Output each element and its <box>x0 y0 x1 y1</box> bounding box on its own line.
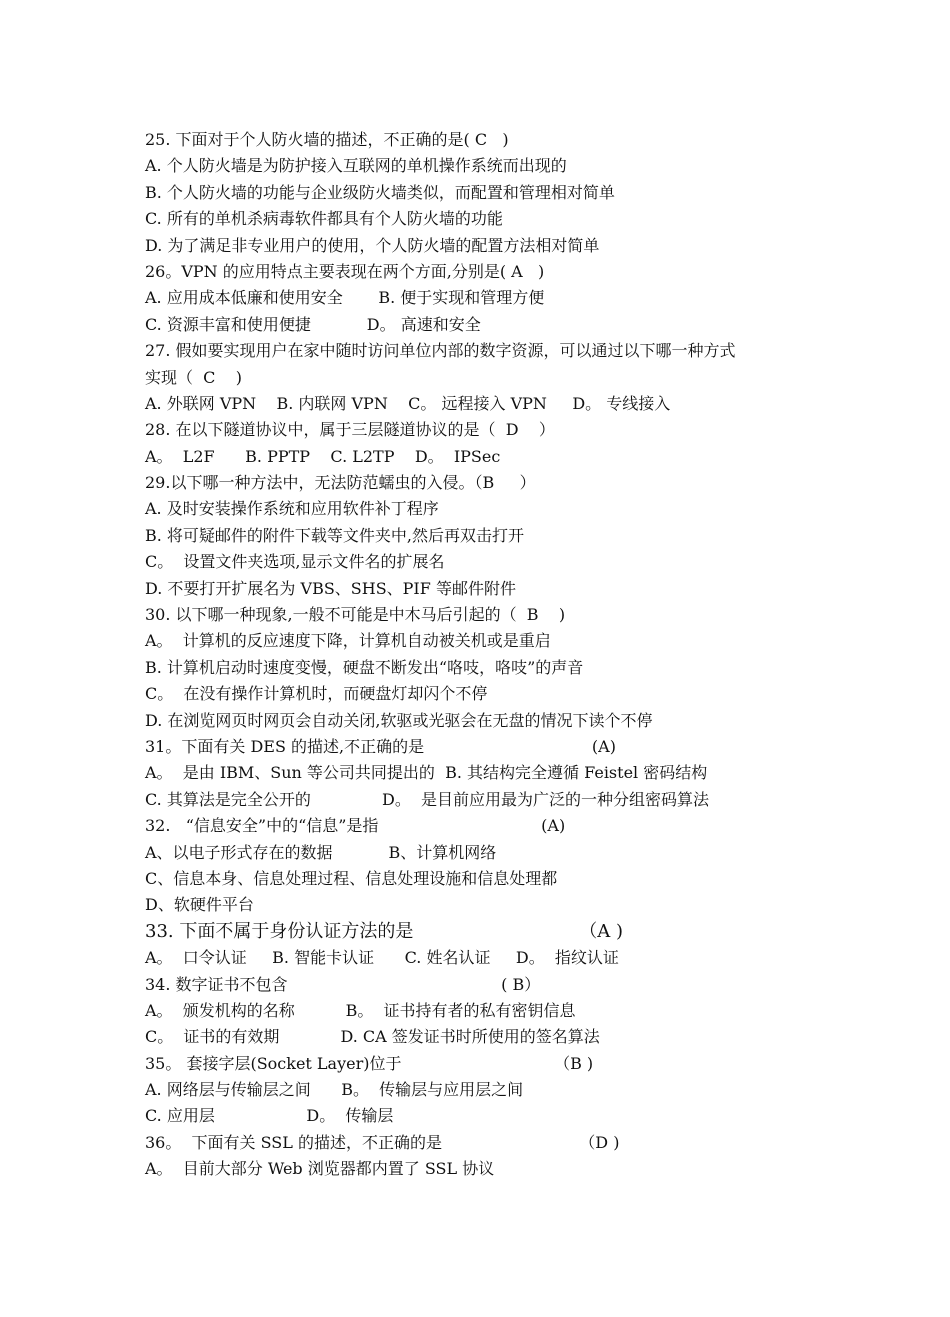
text-line: A. 及时安装操作系统和应用软件补丁程序 <box>145 499 439 519</box>
text-line: C、信息本身、信息处理过程、信息处理设施和信息处理都 <box>145 868 558 888</box>
text-line: C. 应用层 D。 传输层 <box>145 1106 394 1126</box>
text-line: 实现（ C ) <box>145 367 243 387</box>
text-line: 29.以下哪一种方法中，无法防范蠕虫的入侵。（B ） <box>145 473 536 493</box>
text-line: 36。 下面有关 SSL 的描述，不正确的是 （D ) <box>145 1132 620 1152</box>
text-line: B. 个人防火墙的功能与企业级防火墙类似，而配置和管理相对简单 <box>145 182 615 202</box>
text-line: C。 设置文件夹选项,显示文件名的扩展名 <box>145 552 445 572</box>
text-line: A. 外联网 VPN B. 内联网 VPN C。 远程接入 VPN D。 专线接入 <box>145 393 671 413</box>
text-line: C。 证书的有效期 D. CA 签发证书时所使用的签名算法 <box>145 1027 600 1047</box>
text-line: C. 所有的单机杀病毒软件都具有个人防火墙的功能 <box>145 209 503 229</box>
text-line: 33. 下面不属于身份认证方法的是 （A ) <box>145 920 624 942</box>
text-line: A、以电子形式存在的数据 B、计算机网络 <box>145 842 497 862</box>
text-line: 25. 下面对于个人防火墙的描述，不正确的是( C ) <box>145 130 509 149</box>
text-line: A. 个人防火墙是为防护接入互联网的单机操作系统而出现的 <box>145 156 567 176</box>
text-line: A。 口令认证 B. 智能卡认证 C. 姓名认证 D。 指纹认证 <box>145 948 619 968</box>
text-line: 31。下面有关 DES 的描述,不正确的是 (A) <box>145 736 616 756</box>
text-line: A。 计算机的反应速度下降，计算机自动被关机或是重启 <box>145 631 551 651</box>
text-line: 27. 假如要实现用户在家中随时访问单位内部的数字资源，可以通过以下哪一种方式 <box>145 341 736 361</box>
text-line: A. 应用成本低廉和使用安全 B. 便于实现和管理方便 <box>145 288 545 308</box>
text-line: C. 其算法是完全公开的 D。 是目前应用最为广泛的一种分组密码算法 <box>145 789 710 809</box>
document-body <box>145 127 845 1183</box>
text-line: B. 将可疑邮件的附件下载等文件夹中,然后再双击打开 <box>145 525 525 545</box>
text-line: B. 计算机启动时速度变慢，硬盘不断发出“咯吱，咯吱”的声音 <box>145 657 584 677</box>
text-line: A. 网络层与传输层之间 B。 传输层与应用层之间 <box>145 1080 524 1100</box>
text-line: C。 在没有操作计算机时，而硬盘灯却闪个不停 <box>145 684 488 704</box>
text-line: A。 L2F B. PPTP C. L2TP D。 IPSec <box>145 446 501 466</box>
text-line: 34. 数字证书不包含 ( B） <box>145 974 541 994</box>
text-line: 28. 在以下隧道协议中，属于三层隧道协议的是（ D ） <box>145 420 555 440</box>
text-line: D. 不要打开扩展名为 VBS、SHS、PIF 等邮件附件 <box>145 578 516 598</box>
text-line: 35。 套接字层(Socket Layer)位于 （B ) <box>145 1053 594 1073</box>
text-line: 30. 以下哪一种现象,一般不可能是中木马后引起的（ B ) <box>145 605 566 625</box>
text-line: A。 是由 IBM、Sun 等公司共同提出的 B. 其结构完全遵循 Feistel 密码结构 <box>145 763 708 783</box>
text-line: D、软硬件平台 <box>145 895 254 915</box>
text-line: A。 颁发机构的名称 B。 证书持有者的私有密钥信息 <box>145 1000 576 1020</box>
text-line: D. 为了满足非专业用户的使用，个人防火墙的配置方法相对简单 <box>145 235 600 255</box>
text-line: A。 目前大部分 Web 浏览器都内置了 SSL 协议 <box>145 1159 495 1179</box>
text-line: 26。VPN 的应用特点主要表现在两个方面,分别是( A ) <box>145 261 545 281</box>
text-line: C. 资源丰富和使用便捷 D。 高速和安全 <box>145 314 481 334</box>
text-line: D. 在浏览网页时网页会自动关闭,软驱或光驱会在无盘的情况下读个不停 <box>145 710 653 730</box>
text-line: 32. “信息安全”中的“信息”是指 (A) <box>145 816 566 836</box>
